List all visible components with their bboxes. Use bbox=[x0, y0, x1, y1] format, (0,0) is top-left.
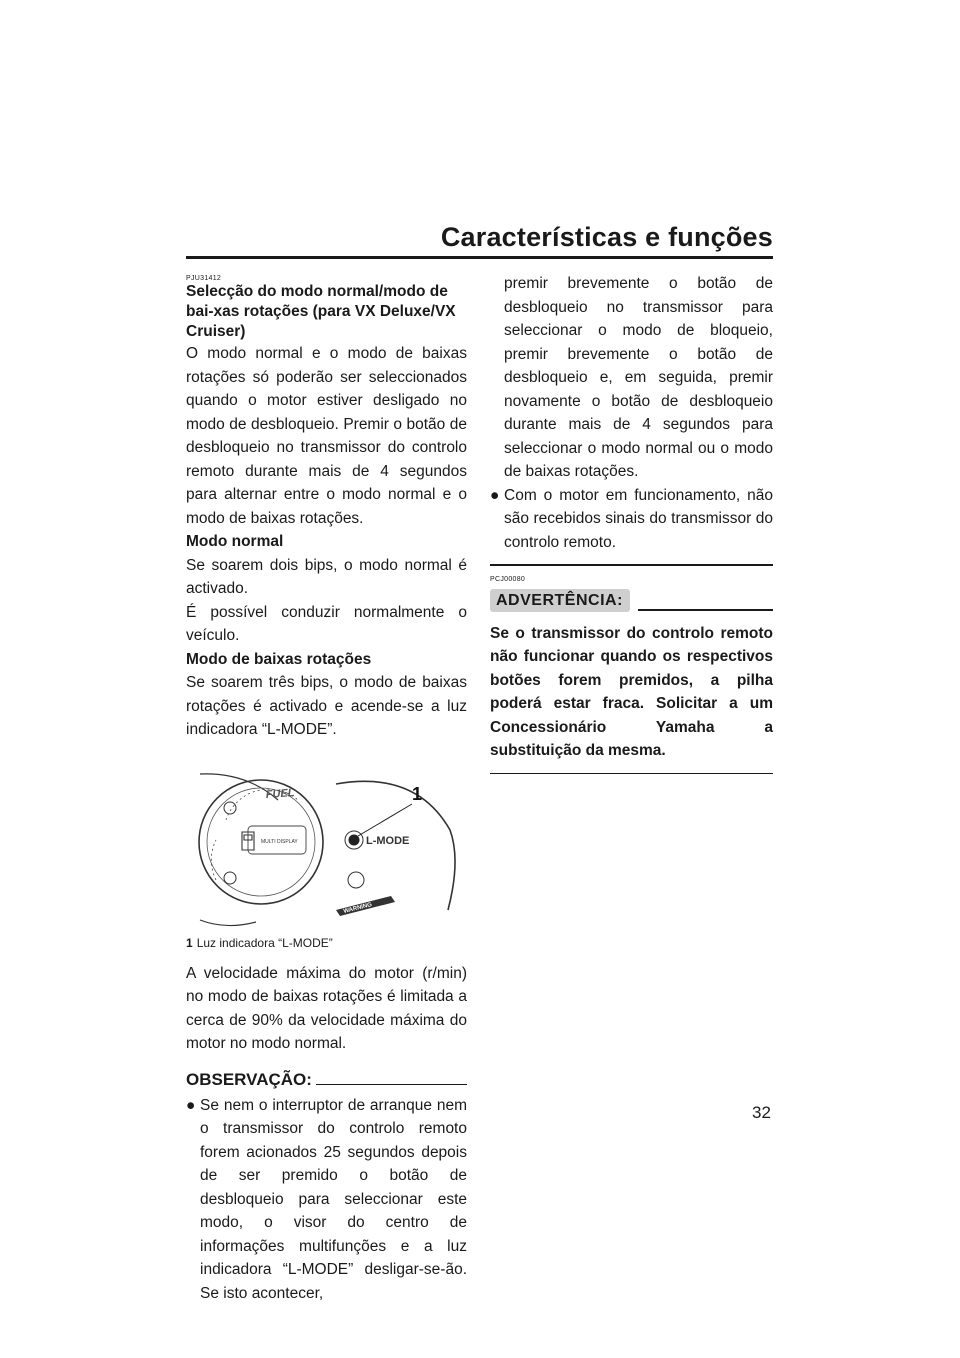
section-title: Selecção do modo normal/modo de bai-xas rotações (para VX Deluxe/VX Cruiser) bbox=[186, 283, 456, 340]
callout-number: 1 bbox=[412, 783, 423, 804]
note-bullet-1-text: Se nem o interruptor de arranque nem o transmissor do controlo remoto forem acionados 25 segundos depois de ser premido o botão de desbloqueio para seleccionar este modo, o visor do centro de informações multifunções e a luz indicadora “L-MODE” desligar-se-ão. Se isto acontecer, bbox=[200, 1096, 467, 1302]
note-bullet-1-continued: premir brevemente o botão de desbloqueio no transmissor para seleccionar o modo de bloqueio, premir brevemente o botão de desbloqueio e, em seguida, premir novamente o botão de desbloqueio durante mais de 4 segundos para seleccionar o modo normal ou o modo de baixas rotações. bbox=[504, 275, 773, 480]
lmode-label: L-MODE bbox=[366, 834, 410, 847]
warning-title: ADVERTÊNCIA: bbox=[490, 589, 630, 612]
page-number: 32 bbox=[752, 1103, 771, 1122]
warning-end-rule bbox=[490, 773, 773, 775]
fuel-label: FUEL bbox=[265, 786, 295, 801]
caption-text: Luz indicadora “L-MODE” bbox=[196, 935, 333, 950]
multi-display-label: MULTI DISPLAY bbox=[261, 838, 298, 845]
caption-number: 1 bbox=[186, 935, 193, 950]
low-mode-text: Se soarem três bips, o modo de baixas rotações é activado e acende-se a luz indicadora “L-MODE”. bbox=[186, 674, 467, 738]
left-column bbox=[186, 272, 467, 1305]
note-title-rule bbox=[316, 1084, 467, 1086]
normal-mode-text-1: Se soarem dois bips, o modo normal é activado. bbox=[186, 556, 467, 597]
section-ref-code: PJU31412 bbox=[186, 275, 222, 282]
instrument-panel-illustration bbox=[186, 770, 467, 930]
warning-ref-code: PCJ00080 bbox=[490, 575, 526, 583]
note-bullet-1 bbox=[186, 1094, 467, 1306]
note-title: OBSERVAÇÃO: bbox=[186, 1069, 312, 1089]
bullet-icon: ● bbox=[490, 486, 500, 504]
normal-mode-text-2: É possível conduzir normalmente o veículo. bbox=[186, 603, 467, 644]
speed-paragraph: A velocidade máxima do motor (r/min) no modo de baixas rotações é limitada a cerca de 90% da velocidade máxima do motor no modo normal. bbox=[186, 964, 467, 1052]
warning-title-rule bbox=[638, 609, 773, 611]
normal-mode-title: Modo normal bbox=[186, 533, 284, 550]
note-header bbox=[186, 1070, 467, 1090]
header-rule bbox=[186, 256, 773, 259]
note-bullet-2-text: Com o motor em funcionamento, não são recebidos sinais do transmissor do controlo remoto. bbox=[504, 486, 773, 551]
warning-text: Se o transmissor do controlo remoto não funcionar quando os respectivos botões forem premidos, a pilha poderá estar fraca. Solicitar a um Concessionário Yamaha a substituição da mesma. bbox=[490, 624, 773, 759]
note-bullet-2 bbox=[490, 484, 773, 555]
page-title: Características e funções bbox=[440, 222, 773, 252]
right-column bbox=[490, 272, 773, 774]
bullet-icon: ● bbox=[186, 1096, 196, 1114]
intro-paragraph: O modo normal e o modo de baixas rotações só poderão ser seleccionados quando o motor estiver desligado no modo de desbloqueio. Premir o botão de desbloqueio no transmissor do controlo remoto durante mais de 4 segundos para alternar entre o modo normal e o modo de baixas rotações. bbox=[186, 345, 467, 527]
warning-label: WARNING bbox=[343, 901, 373, 915]
low-mode-title: Modo de baixas rotações bbox=[186, 650, 372, 668]
note-end-rule bbox=[490, 564, 773, 566]
figure-caption bbox=[186, 936, 467, 950]
instrument-panel-figure bbox=[186, 770, 467, 930]
warning-header bbox=[490, 589, 773, 612]
